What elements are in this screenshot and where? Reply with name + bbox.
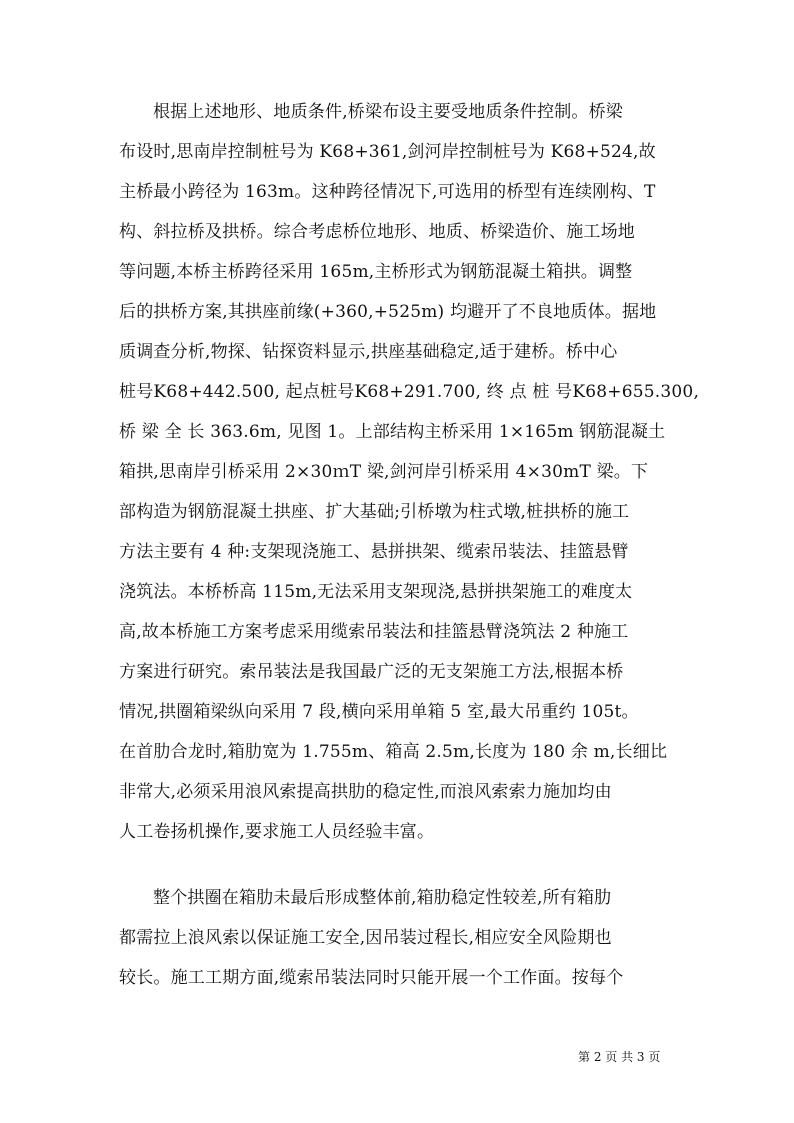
text-line: 情况,拱圈箱梁纵向采用 7 段,横向采用单箱 5 室,最大吊重约 105t。 xyxy=(119,702,639,722)
text-line: 箱拱,思南岸引桥采用 2×30ｍT 梁,剑河岸引桥采用 4×30mT 梁。下 xyxy=(119,462,649,482)
document-body xyxy=(119,92,700,998)
text-line: 人工卷扬机操作,要求施工人员经验丰富。 xyxy=(119,822,435,842)
text-line: 主桥最小跨径为 163m。这种跨径情况下,可选用的桥型有连续刚构、T xyxy=(119,182,656,202)
text-line: 方案进行研究。索吊装法是我国最广泛的无支架施工方法,根据本桥 xyxy=(119,662,624,682)
text-line: 根据上述地形、地质条件,桥梁布设主要受地质条件控制。桥梁 xyxy=(153,102,624,122)
text-line: 浇筑法。本桥桥高 115m,无法采用支架现浇,悬拼拱架施工的难度太 xyxy=(119,582,633,602)
paragraph-gap xyxy=(119,852,679,878)
text-line: 方法主要有 4 种:支架现浇施工、悬拼拱架、缆索吊装法、挂篮悬臂 xyxy=(119,542,629,562)
text-line: 整个拱圈在箱肋未最后形成整体前,箱肋稳定性较差,所有箱肋 xyxy=(153,888,612,908)
text-line: 后的拱桥方案,其拱座前缘(+360,+525m) 均避开了不良地质体。据地 xyxy=(119,302,657,322)
text-line: 桩号K68+442.500, 起点桩号K68+291.700, 终 点 桩 号K68+655.300, xyxy=(119,382,700,402)
text-line: 都需拉上浪风索以保证施工安全,因吊装过程长,相应安全风险期也 xyxy=(119,928,612,948)
text-line: 布设时,思南岸控制桩号为 K68+361,剑河岸控制桩号为 K68+524,故 xyxy=(119,142,656,162)
text-line: 构、斜拉桥及拱桥。综合考虑桥位地形、地质、桥梁造价、施工场地 xyxy=(119,222,635,242)
text-line: 等问题,本桥主桥跨径采用 165m,主桥形式为钢筋混凝土箱拱。调整 xyxy=(119,262,633,282)
text-line: 高,故本桥施工方案考虑采用缆索吊装法和挂篮悬臂浇筑法 2 种施工 xyxy=(119,622,629,642)
text-line: 较长。施工工期方面,缆索吊装法同时只能开展一个工作面。按每个 xyxy=(119,968,624,988)
paragraph-2 xyxy=(119,878,679,998)
text-line: 在首肋合龙时,箱肋宽为 1.755m、箱高 2.5m,长度为 180 余 m,长细比 xyxy=(119,742,668,762)
text-line: 部构造为钢筋混凝土拱座、扩大基础;引桥墩为柱式墩,桩拱桥的施工 xyxy=(119,502,630,522)
paragraph-1 xyxy=(119,92,700,852)
text-line: 质调查分析,物探、钻探资料显示,拱座基础稳定,适于建桥。桥中心 xyxy=(119,342,618,362)
text-line: 桥 梁 全 长 363.6m, 见图 1。上部结构主桥采用 1×165m 钢筋混凝土 xyxy=(119,422,666,442)
page-number-footer: 第 2 页 共 3 页 xyxy=(578,1050,661,1064)
text-line: 非常大,必须采用浪风索提高拱肋的稳定性,而浪风索索力施加均由 xyxy=(119,782,612,802)
